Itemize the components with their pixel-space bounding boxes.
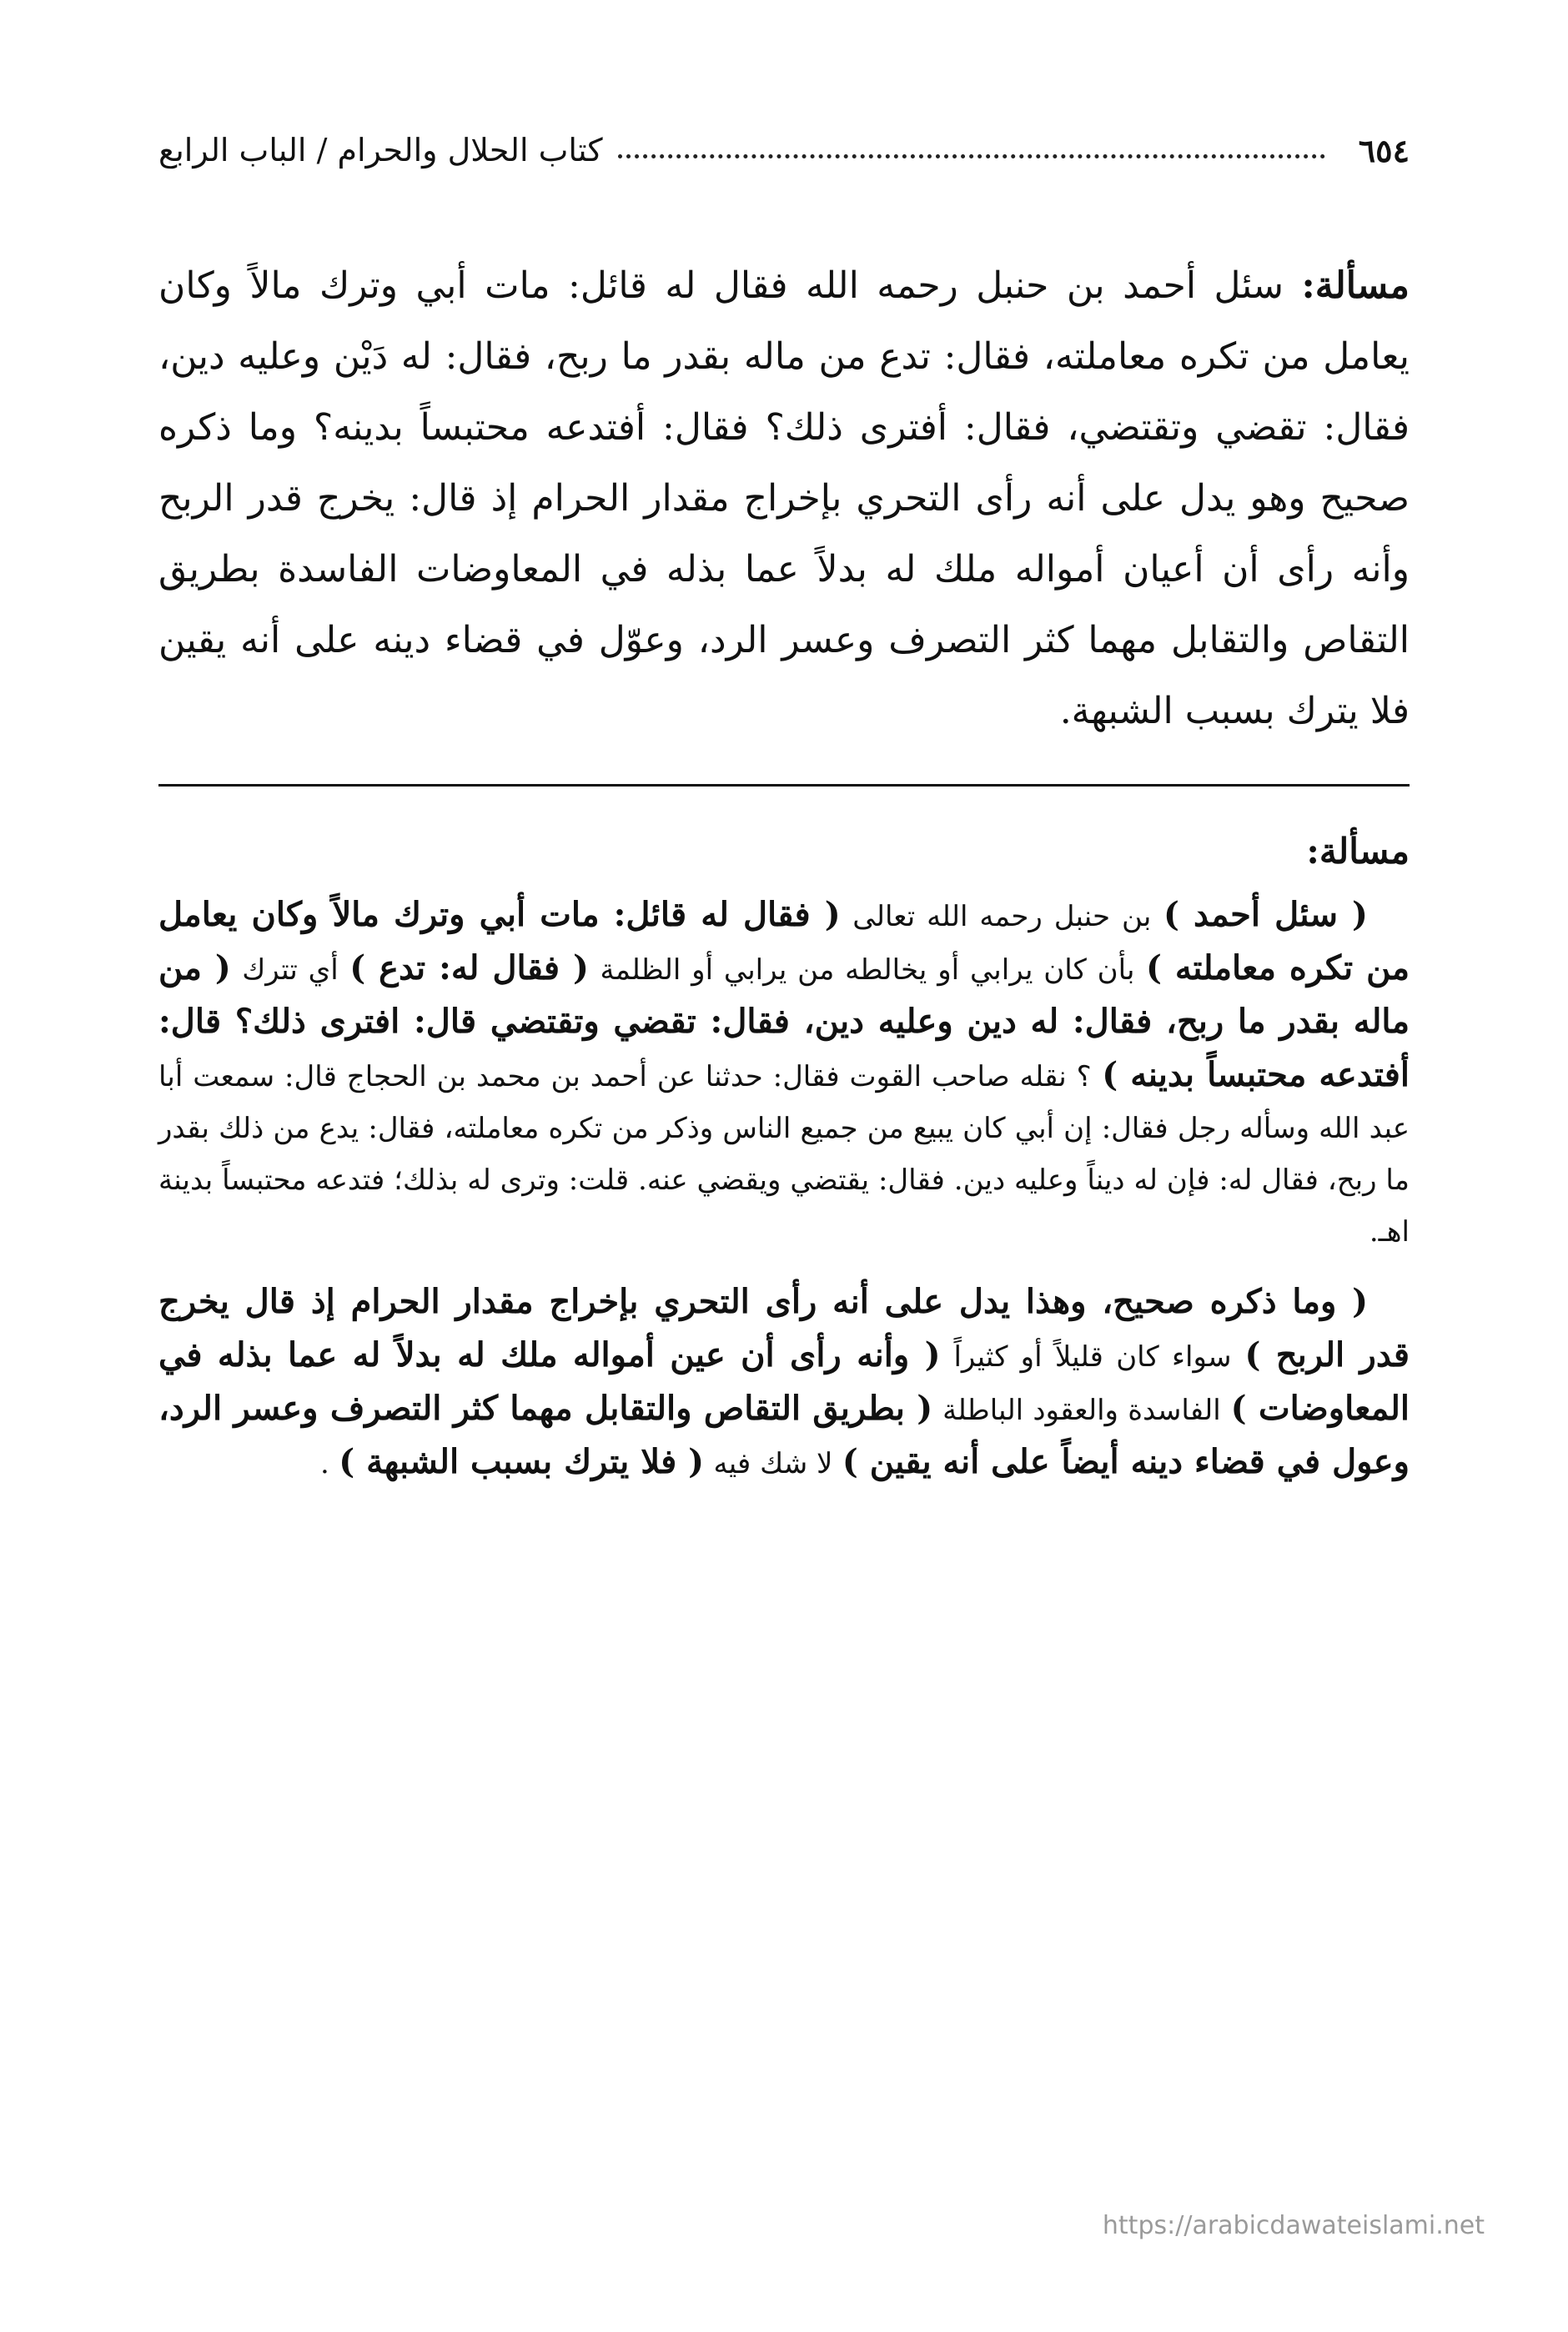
commentary-text: لا شك فيه <box>713 1447 833 1480</box>
commentary-heading: مسألة: <box>1306 831 1410 872</box>
quoted-source-text: ( سئل أحمد ) <box>1163 895 1368 934</box>
watermark-url: https://arabicdawateislami.net <box>1102 2211 1485 2240</box>
commentary-text: سواء كان قليلاً أو كثيراً <box>953 1340 1232 1374</box>
quoted-source-text: ( وما ذكره صحيح، وهذا يدل على أنه رأى التحري بإخراج مقدار الحرام إذ قال يخرج قدر الربح ) <box>158 1282 1410 1375</box>
quoted-source-text: ( فقال له قائل: مات أبي وترك مالاً وكان يعامل من تكره معاملته ) <box>158 895 1410 988</box>
page-header <box>158 125 1410 175</box>
section-separator <box>158 784 1410 787</box>
quoted-source-text: ( فلا يترك بسبب الشبهة ) <box>339 1442 705 1481</box>
quoted-source-text: ( بطريق التقاص والتقابل مهما كثر التصرف وعسر الرد، وعول في قضاء دينه أيضاً على أنه يقين ) <box>158 1389 1410 1481</box>
main-body: سئل أحمد بن حنبل رحمه الله فقال له قائل: مات أبي وترك مالاً وكان يعامل من تكره معاملته، فقال: تدع من ماله بقدر ما ربح، فقال: له دَيْن وعليه دين، فقال: تقضي وتقتضي، فقال: أفترى ذلك؟ فقال: أفتدعه محتبساً بدينه؟ وما ذكره صحيح وهو يدل على أنه رأى التحري بإخراج مقدار الحرام إذ قال: يخرج قدر الربح وأنه رأى أن أعيان أمواله ملك له بدلاً عما بذله في المعاوضات الفاسدة بطريق التقاص والتقابل مهما كثر التصرف وعسر الرد، وعوّل في قضاء دينه على أنه يقين فلا يترك بسبب الشبهة. <box>158 264 1410 732</box>
main-lead: مسألة: <box>1301 264 1410 307</box>
commentary-text: الفاسدة والعقود الباطلة <box>942 1394 1221 1427</box>
commentary-paragraph-2 <box>158 1276 1410 1490</box>
quoted-source-text: ( من ماله بقدر ما ربح، فقال: له دين وعليه دين، فقال: تقضي وتقتضي قال: افترى ذلك؟ قال: أفتدعه محتبساً بدينه ) <box>158 948 1410 1094</box>
commentary-text: أي تترك <box>242 953 339 987</box>
commentary-text: بن حنبل رحمه الله تعالى <box>852 900 1152 933</box>
commentary <box>158 826 1410 1508</box>
quoted-source-text: ( وأنه رأى أن عين أمواله ملك له بدلاً له عما بذله في المعاوضات ) <box>158 1335 1410 1428</box>
page-number: ٦٥٤ <box>1358 131 1410 169</box>
commentary-text: ؟ نقله صاحب القوت فقال: حدثنا عن أحمد بن محمد بن الحجاج قال: سمعت أبا عبد الله وسأله رجل فقال: إن أبي كان يبيع من جميع الناس وذكر من تكره معاملته، فقال: يدع من ذلك بقدر ما ربح، فقال له: فإن له ديناً وعليه دين. فقال: يقتضي ويقضي عنه. قلت: وترى له بذلك؛ فتدعه محتبساً بدينة اهـ. <box>158 1060 1410 1249</box>
header-dot-leader <box>618 154 1325 158</box>
quoted-source-text: ( فقال له: تدع ) <box>349 948 589 988</box>
commentary-text: . <box>320 1447 329 1480</box>
commentary-text: بأن كان يرابي أو يخالطه من يرابي أو الظلمة <box>600 953 1135 987</box>
running-title: كتاب الحلال والحرام / الباب الرابع <box>158 132 603 168</box>
main-text <box>158 250 1410 746</box>
commentary-paragraph-1 <box>158 889 1410 1258</box>
